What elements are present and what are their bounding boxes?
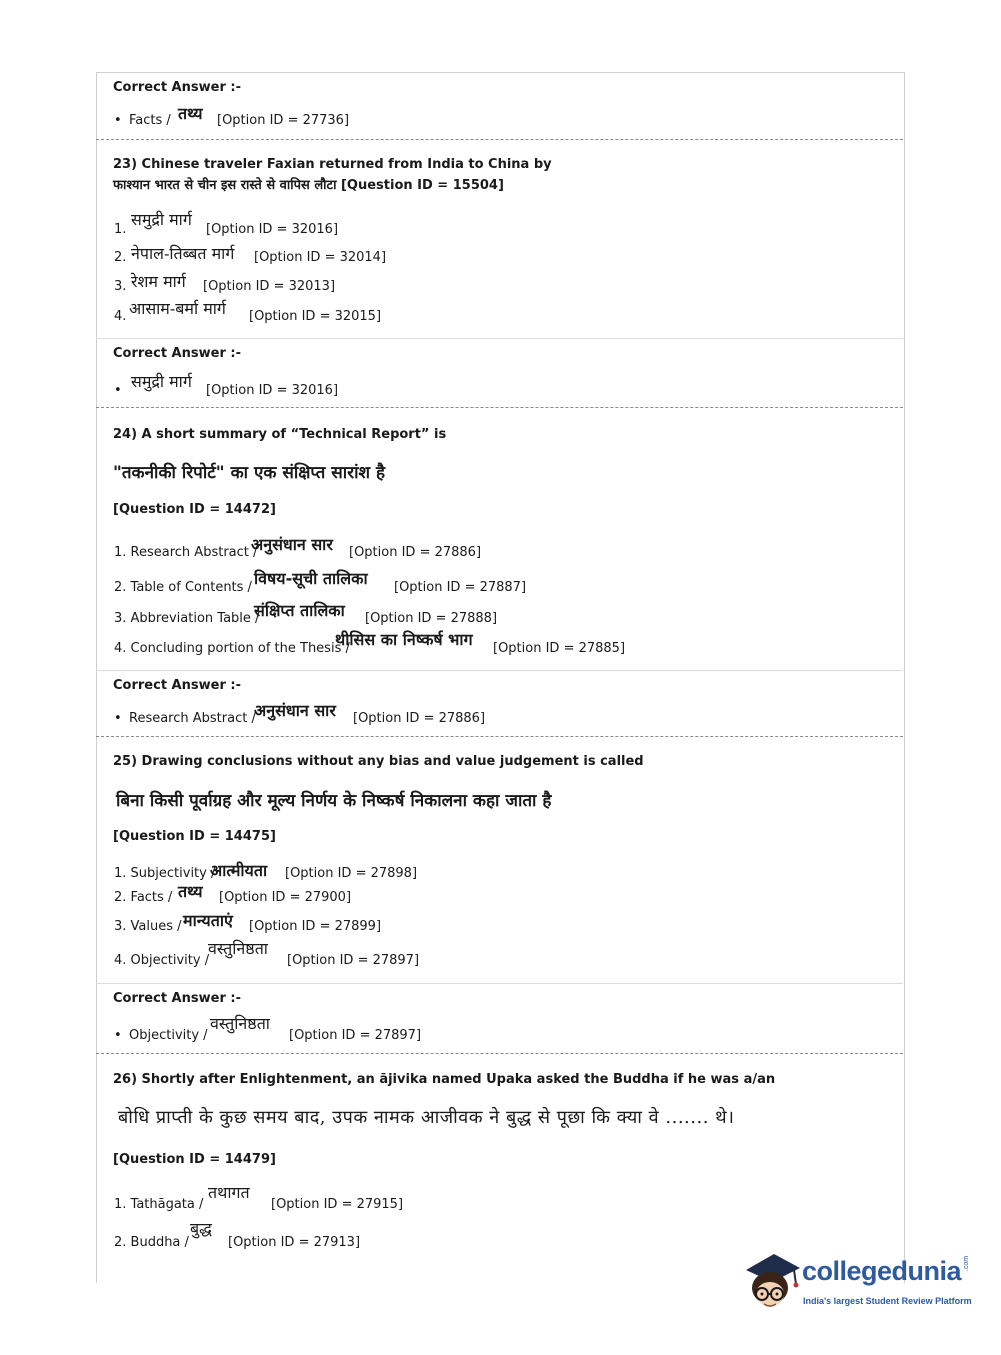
logo-wordmark: collegedunia: [802, 1256, 962, 1286]
question-id: [Question ID = 14475]: [113, 829, 276, 844]
option-en: 2. Facts /: [114, 890, 173, 905]
bullet: •: [114, 1028, 122, 1043]
option-hi: थीसिस का निष्कर्ष भाग: [335, 630, 473, 649]
option-hi: वस्तुनिष्ठता: [208, 939, 268, 958]
option-number: 1.: [114, 222, 127, 237]
option-hi: विषय-सूची तालिका: [254, 569, 368, 588]
divider: [96, 338, 903, 339]
option-id: [Option ID = 27888]: [365, 611, 498, 626]
option-hi: मान्यताएं: [183, 911, 233, 930]
option-hi: संक्षिप्त तालिका: [254, 601, 345, 620]
option-hi: तथागत: [208, 1183, 250, 1202]
answer-hi: अनुसंधान सार: [254, 701, 336, 720]
option-id: [Option ID = 27900]: [219, 890, 352, 905]
question-id: [Question ID = 14472]: [113, 502, 276, 517]
separator: [96, 407, 903, 408]
answer-en: Research Abstract /: [129, 711, 256, 726]
option-en: 2. Table of Contents /: [114, 580, 252, 595]
option-number: 2.: [114, 250, 127, 265]
separator: [96, 139, 903, 140]
question-text-hi: बिना किसी पूर्वाग्रह और मूल्य निर्णय के निष्कर्ष निकालना कहा जाता है: [116, 791, 552, 811]
answer-option-id: [Option ID = 32016]: [206, 383, 339, 398]
collegedunia-logo[interactable]: [742, 1248, 972, 1318]
option-hi: समुद्री मार्ग: [131, 210, 192, 229]
option-hi: नेपाल-तिब्बत मार्ग: [131, 244, 235, 263]
bullet: •: [114, 383, 122, 398]
option-en: 4. Objectivity /: [114, 953, 210, 968]
answer-en: Objectivity /: [129, 1028, 208, 1043]
answer-hi: तथ्य: [178, 104, 203, 123]
option-id: [Option ID = 27885]: [493, 641, 626, 656]
option-hi: रेशम मार्ग: [131, 272, 186, 291]
bullet: •: [114, 711, 122, 726]
separator: [96, 1053, 903, 1054]
option-en: 2. Buddha /: [114, 1235, 189, 1250]
option-id: [Option ID = 27913]: [228, 1235, 361, 1250]
question-text-en: 23) Chinese traveler Faxian returned from India to China by: [113, 157, 552, 172]
option-en: 4. Concluding portion of the Thesis /: [114, 641, 350, 656]
correct-answer-label: Correct Answer :-: [113, 80, 241, 95]
answer-option-id: [Option ID = 27736]: [217, 113, 350, 128]
option-id: [Option ID = 27898]: [285, 866, 418, 881]
answer-hi: समुद्री मार्ग: [131, 372, 192, 391]
question-id: [Question ID = 14479]: [113, 1152, 276, 1167]
correct-answer-label: Correct Answer :-: [113, 346, 241, 361]
bullet: •: [114, 113, 122, 128]
option-id: [Option ID = 32015]: [249, 309, 382, 324]
question-text-hi: "तकनीकी रिपोर्ट" का एक संक्षिप्त सारांश है: [113, 463, 386, 483]
logo-domain: .com: [963, 1255, 971, 1272]
mascot-icon: [742, 1248, 800, 1314]
question-text-en: 24) A short summary of “Technical Report” is: [113, 427, 447, 442]
answer-option-id: [Option ID = 27886]: [353, 711, 486, 726]
option-hi: अनुसंधान सार: [251, 535, 333, 554]
option-en: 1. Tathāgata /: [114, 1197, 204, 1212]
option-id: [Option ID = 27897]: [287, 953, 420, 968]
option-id: [Option ID = 27887]: [394, 580, 527, 595]
option-hi: आसाम-बर्मा मार्ग: [129, 299, 226, 318]
divider: [96, 670, 903, 671]
answer-en: Facts /: [129, 113, 171, 128]
correct-answer-label: Correct Answer :-: [113, 991, 241, 1006]
option-id: [Option ID = 32014]: [254, 250, 387, 265]
question-text-en: 25) Drawing conclusions without any bias and value judgement is called: [113, 754, 644, 769]
option-number: 3.: [114, 279, 127, 294]
answer-option-id: [Option ID = 27897]: [289, 1028, 422, 1043]
option-hi: बुद्ध: [190, 1219, 212, 1238]
option-id: [Option ID = 27899]: [249, 919, 382, 934]
answer-hi: वस्तुनिष्ठता: [210, 1014, 270, 1033]
option-id: [Option ID = 27915]: [271, 1197, 404, 1212]
question-text-hi: बोधि प्राप्ती के कुछ समय बाद, उपक नामक आजीवक ने बुद्ध से पूछा कि क्या वे ....... थे।: [118, 1107, 735, 1128]
question-text-en: 26) Shortly after Enlightenment, an ājivika named Upaka asked the Buddha if he was a/an: [113, 1072, 776, 1087]
logo-tagline: India's largest Student Review Platform: [803, 1296, 972, 1306]
option-id: [Option ID = 32013]: [203, 279, 336, 294]
option-hi: तथ्य: [178, 882, 203, 901]
option-en: 3. Abbreviation Table /: [114, 611, 260, 626]
question-text-hi: फाश्यान भारत से चीन इस रास्ते से वापिस लौटा [Question ID = 15504]: [113, 178, 504, 193]
option-en: 1. Research Abstract /: [114, 545, 258, 560]
option-id: [Option ID = 27886]: [349, 545, 482, 560]
option-en: 1. Subjectivity /: [114, 866, 216, 881]
correct-answer-label: Correct Answer :-: [113, 678, 241, 693]
option-en: 3. Values /: [114, 919, 182, 934]
option-hi: आत्मीयता: [210, 861, 268, 880]
option-id: [Option ID = 32016]: [206, 222, 339, 237]
separator: [96, 736, 903, 737]
option-number: 4.: [114, 309, 127, 324]
divider: [96, 983, 903, 984]
